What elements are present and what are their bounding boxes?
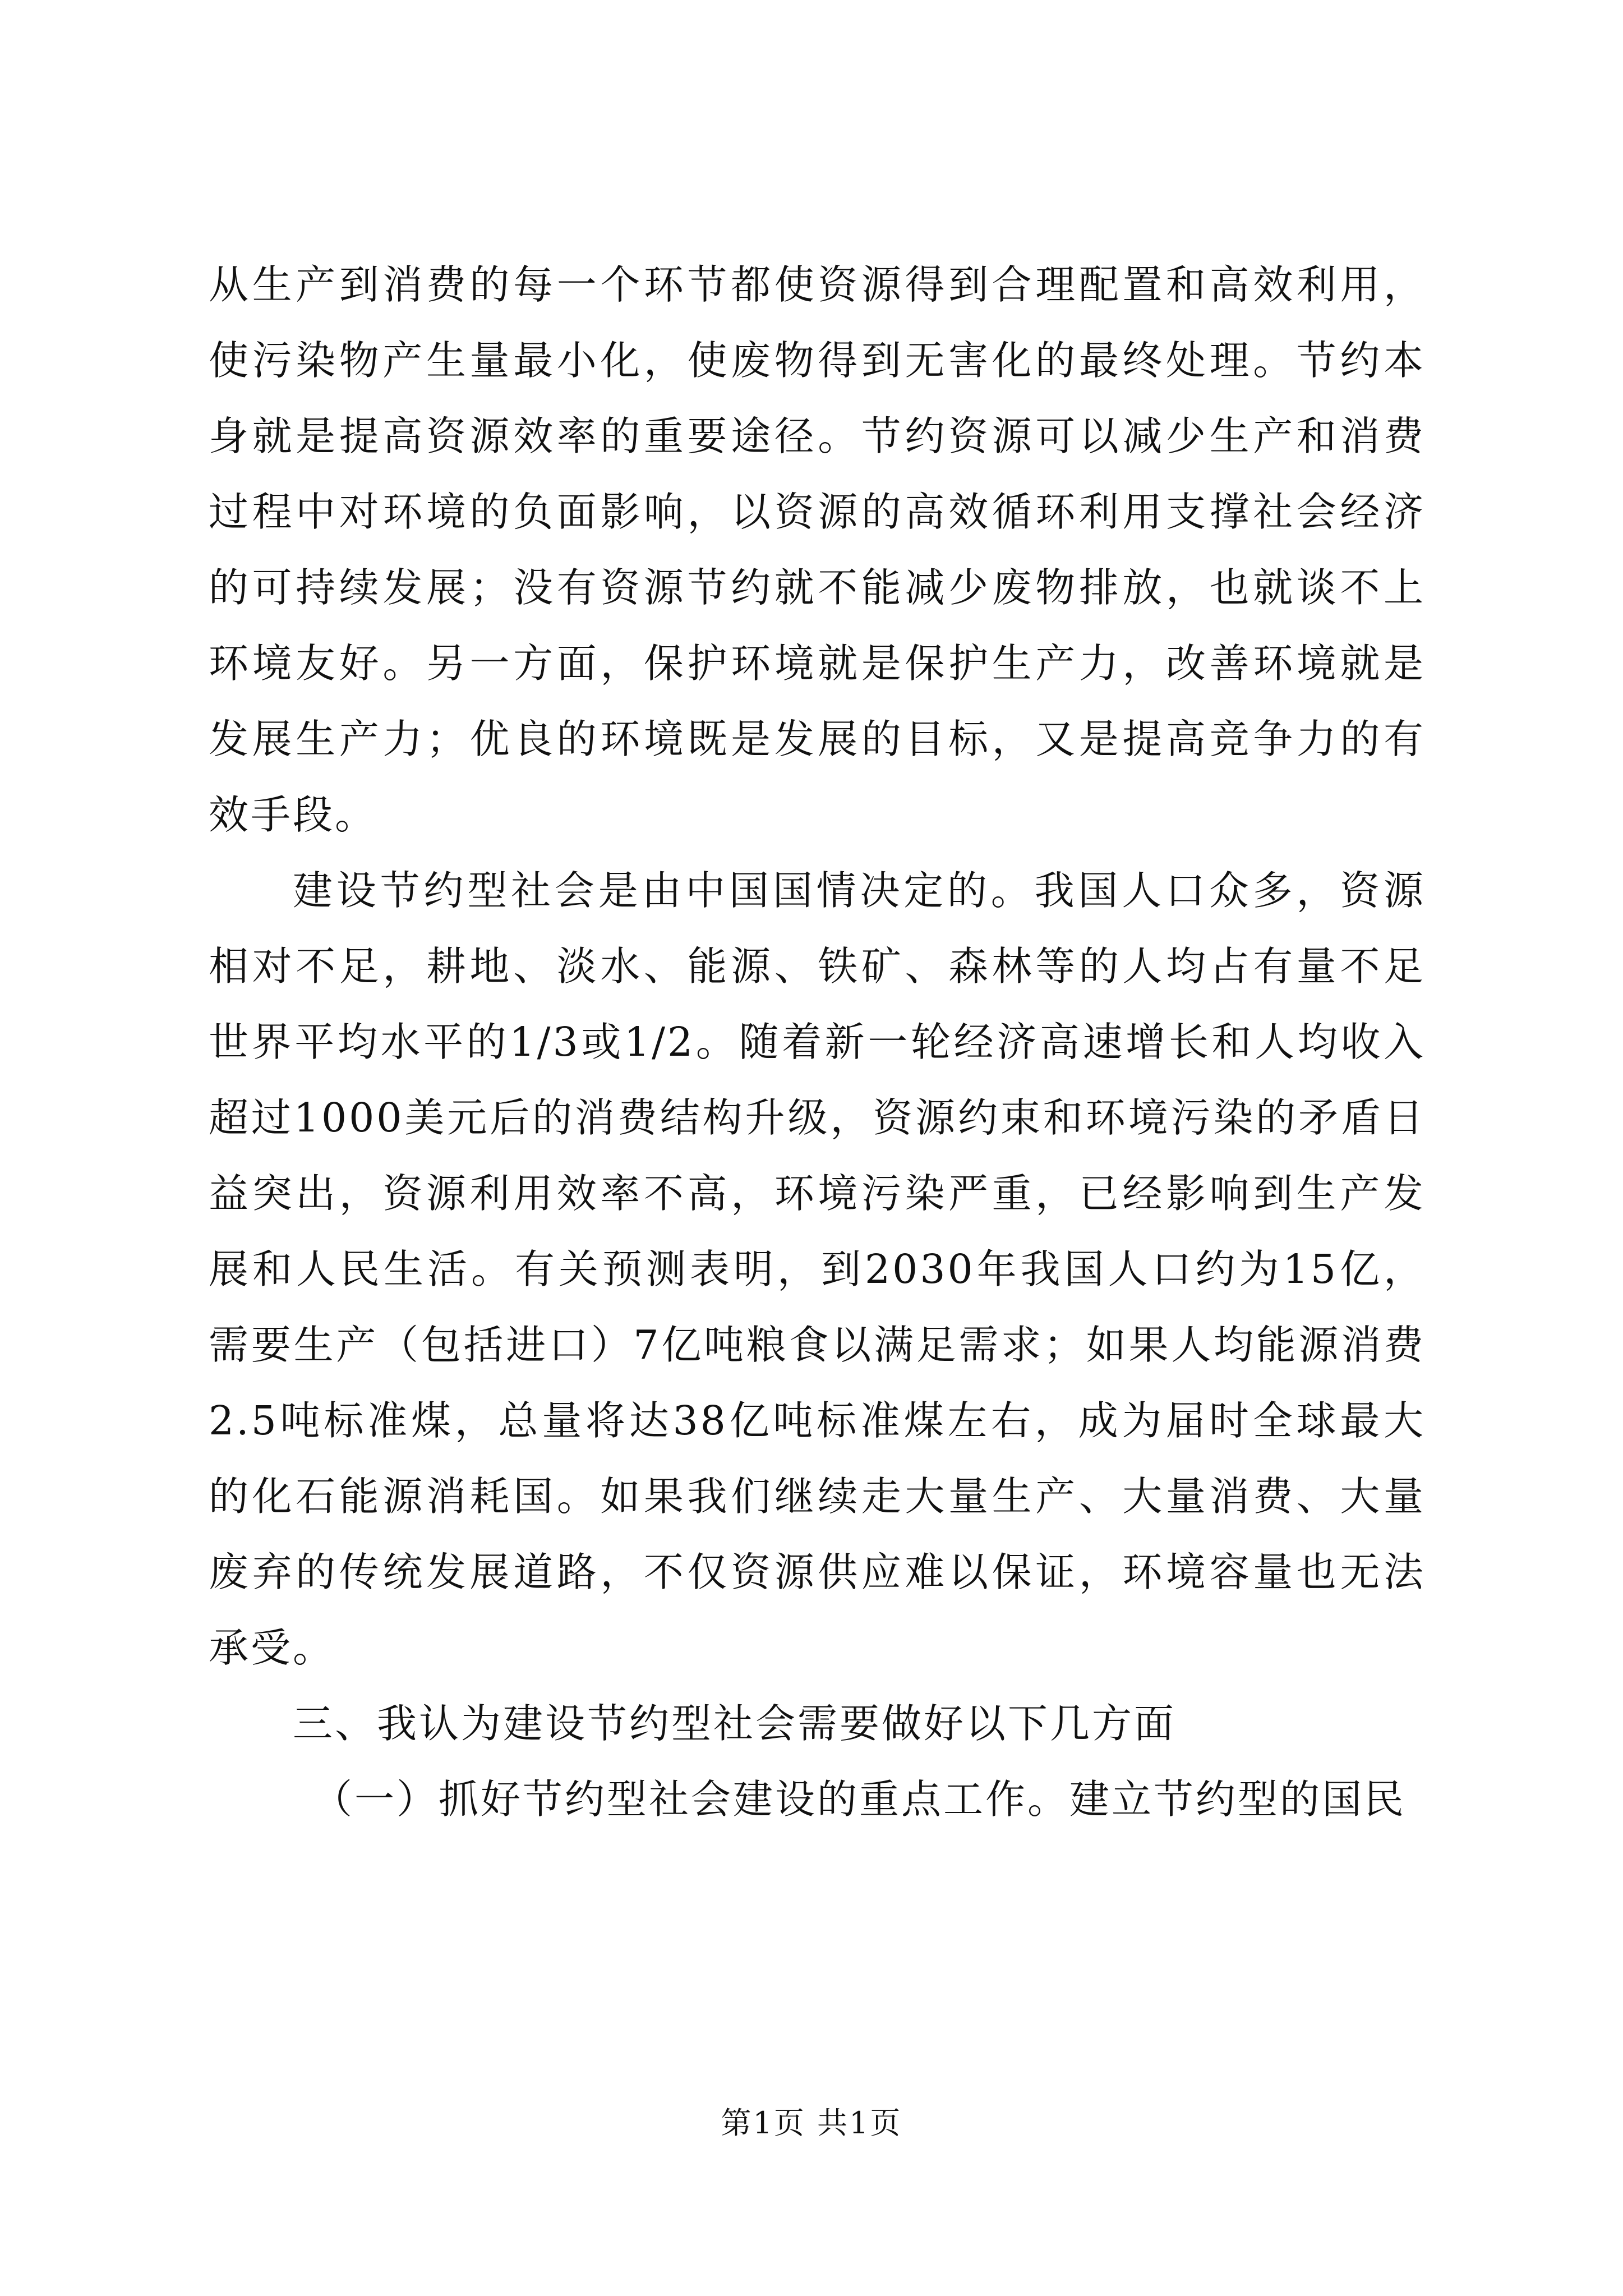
paragraph-continuation: 从生产到消费的每一个环节都使资源得到合理配置和高效利用，使污染物产生量最小化，使废物得到无害化的最终处理。节约本身就是提高资源效率的重要途径。节约资源可以减少生产和消费过程中对环境的负面影响，以资源的高效循环利用支撑社会经济的可持续发展；没有资源节约就不能减少废物排放，也就谈不上环境友好。另一方面，保护环境就是保护生产力，改善环境就是发展生产力；优良的环境既是发展的目标，又是提高竞争力的有效手段。 (209, 261, 1426, 838)
section-heading: 三、我认为建设节约型社会需要做好以下几方面 (293, 1700, 1177, 1747)
document-body (209, 247, 1426, 1837)
paragraph-national-conditions: 建设节约型社会是由中国国情决定的。我国人口众多，资源相对不足，耕地、淡水、能源、铁矿、森林等的人均占有量不足世界平均水平的1/3或1/2。随着新一轮经济高速增长和人均收入超过1000美元后的消费结构升级，资源约束和环境污染的矛盾日益突出，资源利用效率不高，环境污染严重，已经影响到生产发展和人民生活。有关预测表明，到2030年我国人口约为15亿，需要生产（包括进口）7亿吨粮食以满足需求；如果人均能源消费2.5吨标准煤，总量将达38亿吨标准煤左右，成为届时全球最大的化石能源消耗国。如果我们继续走大量生产、大量消费、大量废弃的传统发展道路，不仅资源供应难以保证，环境容量也无法承受。 (209, 867, 1426, 1671)
subsection-heading: （一）抓好节约型社会建设的重点工作。建立节约型的国民 (312, 1776, 1407, 1823)
page-footer: 第1页 共1页 (721, 2105, 902, 2141)
